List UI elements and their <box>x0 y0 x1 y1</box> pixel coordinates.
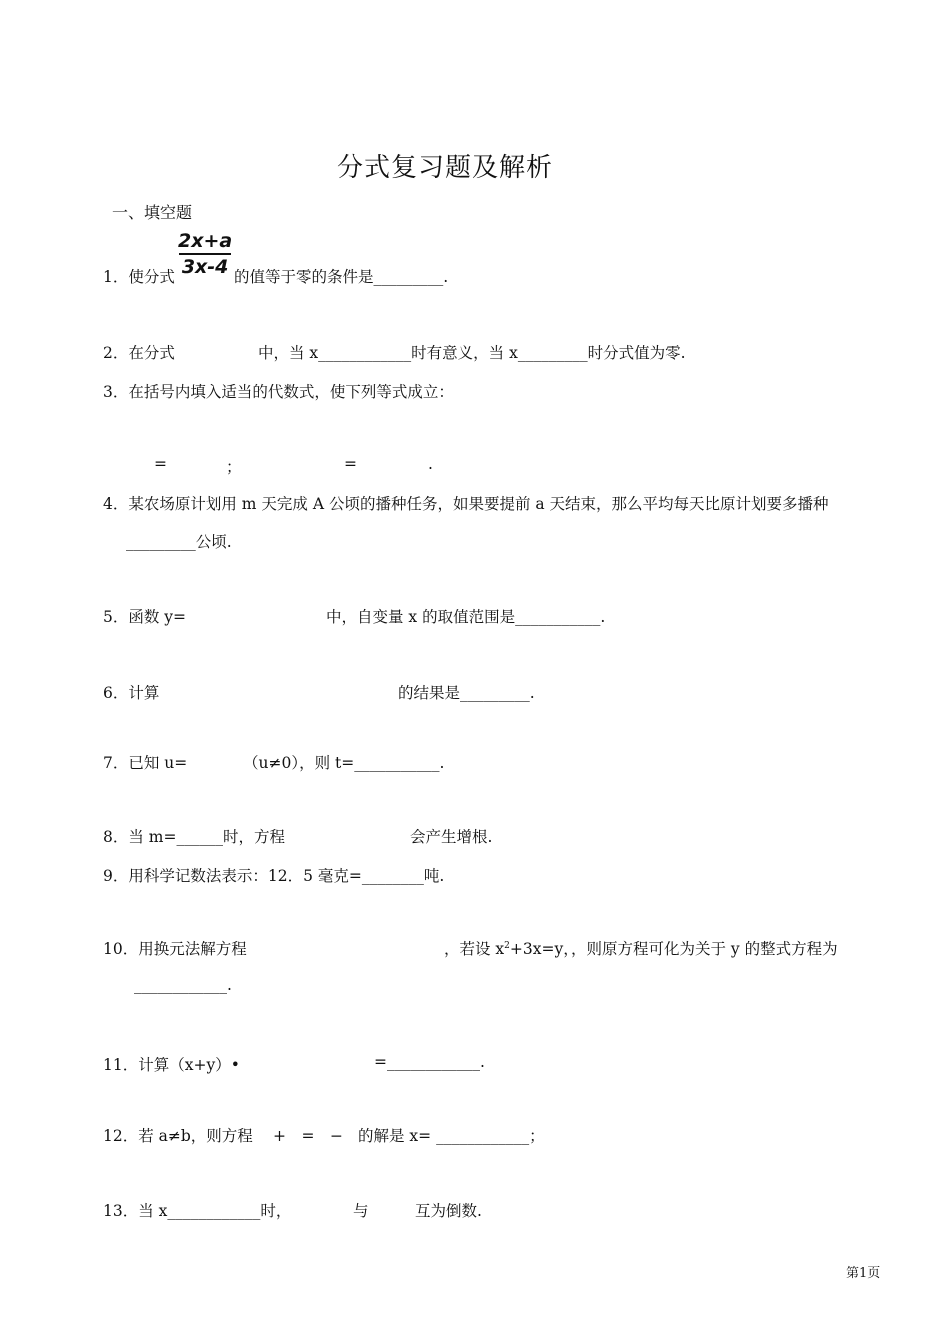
q13-text-a: 13．当 x____________时， <box>103 1202 292 1220</box>
q1-prefix: 1．使分式 <box>103 268 175 286</box>
q3-period: . <box>428 455 433 473</box>
page-number: 第1页 <box>846 1266 881 1281</box>
q11-text-a: 11．计算（x+y）• <box>103 1056 240 1074</box>
q5-text-a: 5．函数 y= <box>103 608 187 626</box>
q11-text-b: =____________. <box>374 1053 485 1071</box>
section-heading: 一、填空题 <box>112 203 193 222</box>
q2-text-b: 中，当 x____________时有意义，当 x_________时分式值为零. <box>258 344 686 362</box>
q5-text-b: 中，自变量 x 的取值范围是___________. <box>326 608 606 626</box>
q1-denominator: 3x-4 <box>181 256 229 278</box>
q12-text-b: 的解是 x= ____________； <box>358 1127 545 1145</box>
q1-fraction <box>178 230 232 278</box>
q10-text-b1: ，若设 x <box>444 940 505 958</box>
q10-line-2: ____________. <box>134 976 232 994</box>
q10-text-a: 10．用换元法解方程 <box>103 940 247 958</box>
q4-line-2: _________公顷. <box>126 533 232 551</box>
q1-numerator: 2x+a <box>178 230 233 252</box>
q8-text-a: 8．当 m=______时，方程 <box>103 828 285 846</box>
q6-text-a: 6．计算 <box>103 684 160 702</box>
q3-equals-2: = <box>344 455 357 473</box>
q2-text-a: 2．在分式 <box>103 344 175 362</box>
q3-text: 3．在括号内填入适当的代数式，使下列等式成立： <box>103 383 454 401</box>
q12-text-a: 12．若 a≠b，则方程 <box>103 1127 253 1145</box>
fraction-bar <box>179 253 231 255</box>
q6-text-b: 的结果是_________. <box>398 684 535 702</box>
q4-line-1: 4．某农场原计划用 m 天完成 A 公顷的播种任务，如果要提前 a 天结束，那么平均每天比原计划要多播种 <box>103 495 829 513</box>
q8-text-b: 会产生增根. <box>410 828 493 846</box>
q9-text: 9．用科学记数法表示：12．5 毫克=________吨. <box>103 867 445 885</box>
q10-superscript: 2 <box>504 940 510 951</box>
q1-suffix: 的值等于零的条件是_________. <box>234 268 449 286</box>
q3-separator: ； <box>226 458 242 476</box>
page-title: 分式复习题及解析 <box>337 153 554 183</box>
q7-text-b: （u≠0），则 t=___________. <box>243 754 445 772</box>
q3-equals-1: = <box>154 455 167 473</box>
q7-text-a: 7．已知 u= <box>103 754 188 772</box>
q13-text-c: 互为倒数. <box>415 1202 482 1220</box>
q10-text-b <box>444 937 838 959</box>
q10-text-b2: +3x=y，，则原方程可化为关于 y 的整式方程为 <box>509 940 838 958</box>
q13-text-b: 与 <box>353 1202 369 1220</box>
q12-operators: + = − <box>273 1127 343 1145</box>
